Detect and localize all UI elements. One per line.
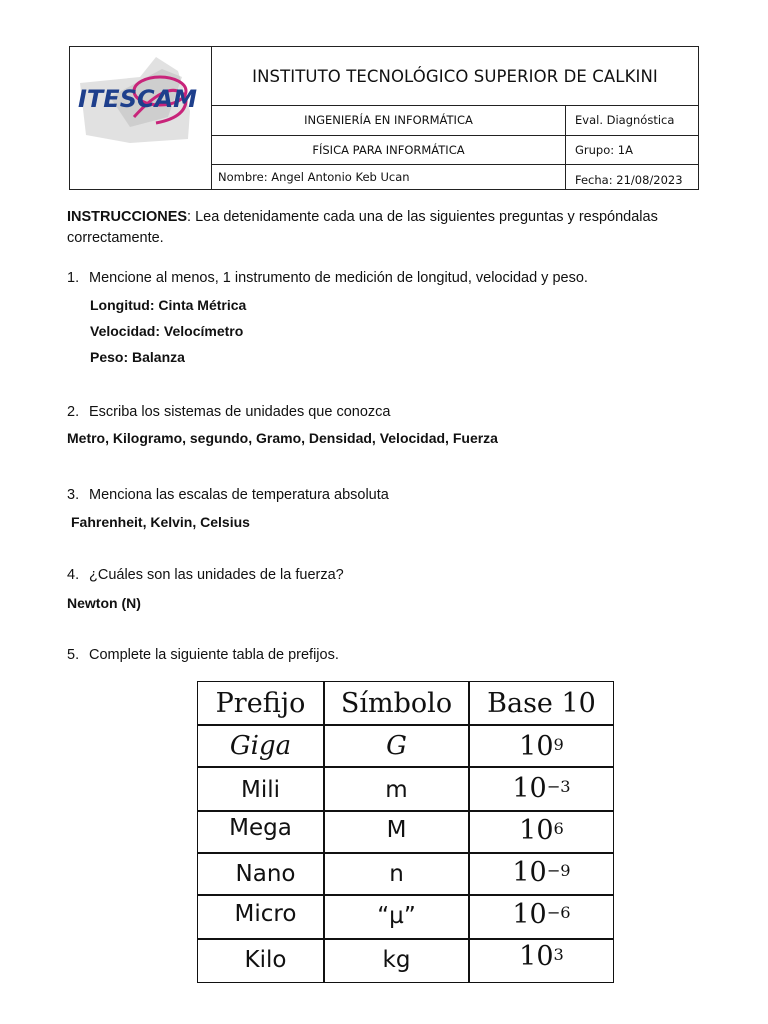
symbol-cell: G — [386, 731, 407, 761]
question-number: 1. — [67, 270, 80, 286]
header-base: Base 10 — [487, 687, 596, 719]
answer-2: Metro, Kilogramo, segundo, Gramo, Densidad, Velocidad, Fuerza — [67, 430, 498, 446]
question-3 — [67, 485, 389, 505]
instructions-line-1 — [67, 207, 658, 227]
base-cell: 10 $^3$ — [519, 940, 564, 972]
answer-3: Fahrenheit, Kelvin, Celsius — [71, 514, 250, 530]
symbol-cell: n — [389, 861, 404, 887]
student-name-cell: Nombre: Angel Antonio Keb Ucan — [218, 169, 410, 184]
answer-4: Newton (N) — [67, 595, 141, 611]
institution-title: INSTITUTO TECNOLÓGICO SUPERIOR DE CALKINI — [212, 47, 698, 106]
prefix-cell: Mili — [240, 777, 280, 803]
question-text: Escriba los sistemas de unidades que conozca — [89, 404, 391, 420]
logo-text: ITESCAM — [78, 85, 198, 113]
eval-cell: Eval. Diagnóstica — [575, 113, 675, 127]
question-2 — [67, 402, 390, 422]
header-symbol: Símbolo — [340, 687, 453, 719]
prefix-table — [197, 681, 614, 983]
prefix-cell: Mega — [229, 815, 292, 841]
question-text: ¿Cuáles son las unidades de la fuerza? — [89, 567, 344, 583]
question-number: 3. — [67, 487, 80, 503]
base-cell: 10 $^{-6}$ — [512, 898, 571, 930]
subject-cell: FÍSICA PARA INFORMÁTICA — [312, 142, 465, 157]
prefix-cell: Kilo — [244, 947, 287, 973]
prefix-cell: Nano — [235, 861, 296, 887]
question-number: 2. — [67, 404, 80, 420]
question-text: Complete la siguiente tabla de prefijos. — [89, 647, 339, 663]
prefix-cell: Micro — [234, 901, 297, 927]
date-cell: Fecha: 21/08/2023 — [575, 172, 683, 187]
base-cell: 10 $^{-9}$ — [512, 856, 571, 888]
question-text: Menciona las escalas de temperatura absoluta — [89, 487, 389, 503]
itescam-logo — [70, 47, 212, 189]
instructions-label: INSTRUCCIONES — [67, 209, 188, 225]
instructions-text: : Lea detenidamente cada una de las siguientes preguntas y respóndalas — [187, 209, 658, 225]
question-4 — [67, 565, 344, 585]
answer-1-weight: Peso: Balanza — [90, 349, 185, 365]
document-header — [69, 46, 699, 190]
symbol-cell: m — [385, 777, 408, 803]
question-number: 5. — [67, 647, 80, 663]
answer-1-length: Longitud: Cinta Métrica — [90, 297, 247, 313]
group-cell: Grupo: 1A — [575, 142, 633, 157]
instructions-line-2: correctamente. — [67, 230, 164, 246]
base-cell: 10 $^6$ — [519, 814, 564, 846]
question-number: 4. — [67, 567, 80, 583]
question-5 — [67, 645, 339, 665]
symbol-cell: M — [386, 817, 407, 843]
header-prefix: Prefijo — [215, 687, 306, 719]
answer-1-speed: Velocidad: Velocímetro — [90, 323, 244, 339]
symbol-cell: “µ” — [377, 903, 416, 929]
prefix-cell: Giga — [229, 731, 292, 761]
question-text: Mencione al menos, 1 instrumento de medición de longitud, velocidad y peso. — [89, 270, 588, 286]
base-cell: 10 $^{-3}$ — [512, 772, 571, 804]
base-cell: 10 $^9$ — [519, 730, 564, 762]
career-cell: INGENIERÍA EN INFORMÁTICA — [304, 113, 473, 127]
symbol-cell: kg — [382, 947, 411, 973]
question-1 — [67, 268, 588, 288]
